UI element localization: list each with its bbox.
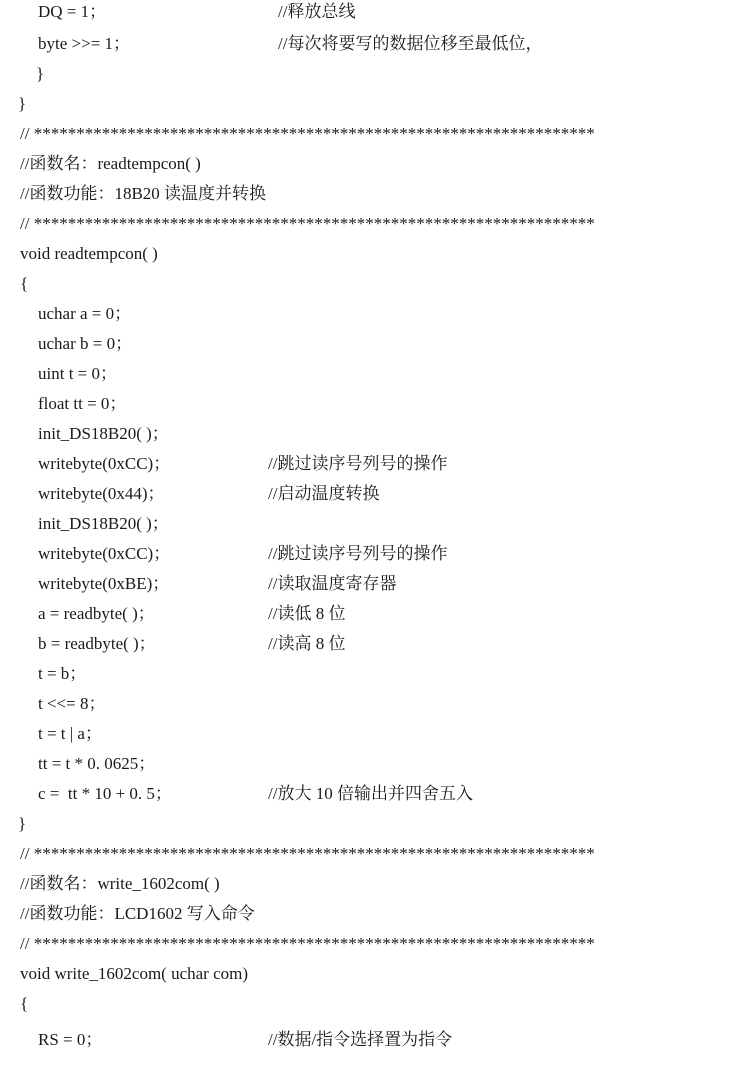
code-comment: //跳过读序号列号的操作: [268, 454, 448, 473]
code-text: // ******************************************************************: [20, 934, 595, 953]
code-text: writebyte(0xBE)；: [38, 574, 170, 593]
code-text: writebyte(0x44)；: [38, 484, 165, 503]
code-text: }: [36, 64, 45, 83]
code-text: a = readbyte( )；: [38, 604, 155, 623]
code-text: c = tt * 10 + 0. 5；: [38, 784, 172, 803]
code-comment: //释放总线: [278, 2, 356, 21]
code-comment: //每次将要写的数据位移至最低位，: [278, 34, 543, 53]
code-text: init_DS18B20( )；: [38, 514, 169, 533]
code-text: // ******************************************************************: [20, 124, 595, 143]
code-text: t <<= 8；: [38, 694, 106, 713]
code-text: }: [18, 94, 27, 113]
code-text: //函数名：write_1602com( ): [20, 874, 220, 893]
code-comment: //读低 8 位: [268, 604, 346, 623]
code-text: writebyte(0xCC)；: [38, 454, 171, 473]
code-text: init_DS18B20( )；: [38, 424, 169, 443]
code-text: t = t | a；: [38, 724, 102, 743]
code-comment: //启动温度转换: [268, 484, 380, 503]
code-text: RS = 0；: [38, 1030, 103, 1049]
code-text: //函数名：readtempcon( ): [20, 154, 201, 173]
code-text: uchar a = 0；: [38, 304, 132, 323]
code-text: // ******************************************************************: [20, 844, 595, 863]
code-text: t = b；: [38, 664, 87, 683]
code-text: writebyte(0xCC)；: [38, 544, 171, 563]
code-text: byte >>= 1；: [38, 34, 131, 53]
code-text: float tt = 0；: [38, 394, 127, 413]
code-text: b = readbyte( )；: [38, 634, 156, 653]
code-comment: //读高 8 位: [268, 634, 346, 653]
code-text: tt = t * 0. 0625；: [38, 754, 156, 773]
code-text: {: [20, 274, 29, 293]
code-comment: //读取温度寄存器: [268, 574, 397, 593]
code-comment: //放大 10 倍输出并四舍五入: [268, 784, 473, 803]
code-text: DQ = 1；: [38, 2, 107, 21]
code-text: }: [18, 814, 27, 833]
code-comment: //跳过读序号列号的操作: [268, 544, 448, 563]
code-text: //函数功能：LCD1602 写入命令: [20, 904, 255, 923]
code-text: uint t = 0；: [38, 364, 118, 383]
code-text: void write_1602com( uchar com): [20, 964, 249, 983]
code-text: uchar b = 0；: [38, 334, 133, 353]
code-comment: //数据/指令选择置为指令: [268, 1030, 453, 1049]
code-text: //函数功能：18B20 读温度并转换: [20, 184, 267, 203]
code-text: void readtempcon( ): [20, 244, 158, 263]
code-text: // ******************************************************************: [20, 214, 595, 233]
code-text: {: [20, 994, 29, 1013]
